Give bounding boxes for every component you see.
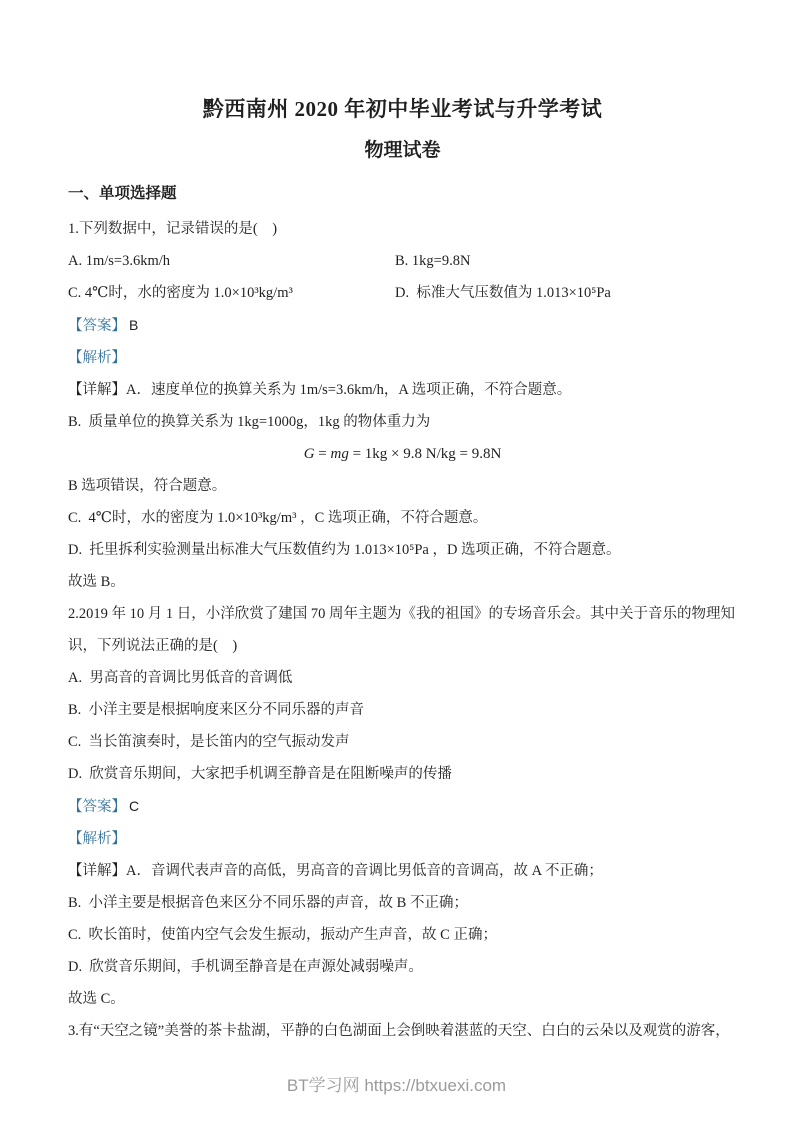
q1-analysis-line: [68, 342, 737, 374]
q2-option-c: C. 当长笛演奏时，是长笛内的空气振动发声: [68, 734, 350, 750]
q1-answer-value: B: [129, 317, 139, 333]
q1-option-a: A. 1m/s=3.6km/h: [68, 253, 171, 269]
q1-detail-2: B. 质量单位的换算关系为 1kg=1000g，1kg 的物体重力为: [68, 414, 431, 430]
q1-option-d: D. 标准大气压数值为 1.013×10⁵Pa: [395, 285, 611, 301]
formula-var-g: G: [303, 446, 315, 462]
q2-detail-3: C. 吹长笛时，使笛内空气会发生振动，振动产生声音，故 C 正确；: [68, 927, 497, 943]
q1-option-b: B. 1kg=9.8N: [395, 253, 471, 269]
q1-stem: 1.下列数据中，记录错误的是( ): [68, 221, 278, 237]
q2-answer-label: 【答案】: [68, 799, 126, 815]
q1-options-row-2: [68, 277, 737, 309]
formula-rhs: = 1kg × 9.8 N/kg = 9.8N: [348, 446, 502, 462]
q2-analysis-line: [68, 823, 737, 855]
q2-detail-4: D. 欣赏音乐期间，手机调至静音是在声源处减弱噪声。: [68, 959, 423, 975]
q1-detail-3: B 选项错误，符合题意。: [68, 478, 227, 494]
q1-options-row-1: [68, 245, 737, 277]
q1-conclusion: 故选 B。: [68, 574, 125, 590]
q2-detail-2: B. 小洋主要是根据音色来区分不同乐器的声音，故 B 不正确；: [68, 895, 468, 911]
q2-conclusion: 故选 C。: [68, 991, 125, 1007]
q2-option-a: A. 男高音的音调比男低音的音调低: [68, 670, 293, 686]
section-heading: 一、单项选择题: [68, 185, 177, 202]
q2-stem: 2.2019 年 10 月 1 日，小洋欣赏了建国 70 周年主题为《我的祖国》的专场音乐会。其中关于音乐的物理知识，下列说法正确的是( ): [68, 606, 735, 654]
q1-answer-label: 【答案】: [68, 318, 126, 334]
q3-stem: 3.有“天空之镜”美誉的茶卡盐湖，平静的白色湖面上会倒映着湛蓝的天空、白白的云朵以及观赏的游客，: [68, 1023, 730, 1039]
q2-option-d: D. 欣赏音乐期间，大家把手机调至静音是在阻断噪声的传播: [68, 766, 452, 782]
page-content: [68, 94, 737, 1047]
page-title: 黔西南州 2020 年初中毕业考试与升学考试: [202, 97, 603, 121]
q1-option-c: C. 4℃时，水的密度为 1.0×10³kg/m³: [68, 285, 293, 301]
q2-analysis-label: 【解析】: [68, 831, 126, 847]
q2-answer-line: [68, 790, 737, 823]
watermark-footer: BT学习网 https://btxuexi.com: [286, 1076, 507, 1095]
formula-var-mg: mg: [330, 446, 349, 462]
q2-answer-value: C: [129, 798, 140, 814]
q1-formula: [68, 438, 737, 470]
q1-answer-line: [68, 309, 737, 342]
q1-detail-5: D. 托里拆利实验测量出标准大气压数值约为 1.013×10⁵Pa ，D 选项正确，不符合题意。: [68, 542, 621, 558]
formula-equals-1: =: [314, 446, 331, 462]
q1-analysis-label: 【解析】: [68, 350, 126, 366]
q1-detail-1: 【详解】A．速度单位的换算关系为 1m/s=3.6km/h，A 选项正确，不符合题意。: [68, 382, 572, 398]
q1-detail-4: C. 4℃时，水的密度为 1.0×10³kg/m³ ，C 选项正确，不符合题意。: [68, 510, 488, 526]
q2-detail-1: 【详解】A．音调代表声音的高低，男高音的音调比男低音的音调高，故 A 不正确；: [68, 863, 603, 879]
q2-option-b: B. 小洋主要是根据响度来区分不同乐器的声音: [68, 702, 365, 718]
page-subtitle: 物理试卷: [364, 140, 441, 161]
